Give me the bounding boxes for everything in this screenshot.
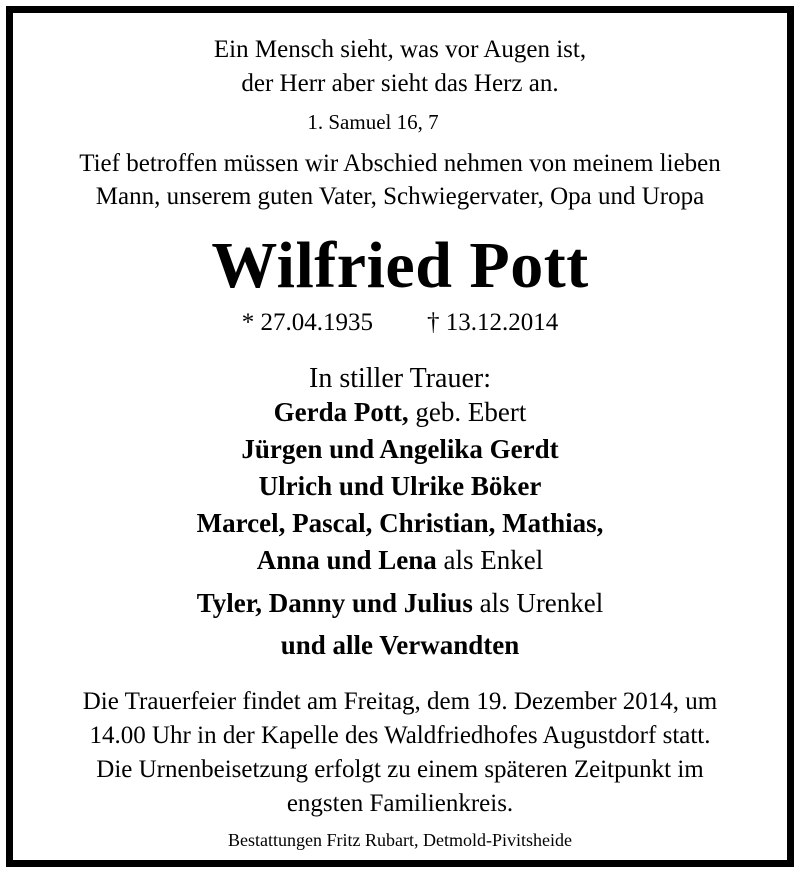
birth-date: * 27.04.1935 [241, 309, 373, 336]
mourner-grandchildren [0, 545, 800, 576]
mourner-line-3: Ulrich und Ulrike Böker [258, 471, 542, 501]
mourner-wife [0, 397, 800, 428]
service-line-3: Die Urnenbeisetzung erfolgt zu einem späteren Zeitpunkt im [96, 756, 704, 783]
intro-line-2: Mann, unserem guten Vater, Schwiegervater, Opa und Uropa [95, 183, 705, 210]
service-line-1: Die Trauerfeier findet am Freitag, dem 19. Dezember 2014, um [82, 688, 718, 715]
mourner-relatives: und alle Verwandten [280, 630, 520, 660]
mourner-line-4: Marcel, Pascal, Christian, Mathias, [196, 508, 604, 538]
service-line-4: engsten Familienkreis. [286, 790, 514, 817]
intro-line-1: Tief betroffen müssen wir Abschied nehmen von meinem lieben [79, 150, 721, 177]
grandchildren-label: als Enkel [436, 545, 544, 575]
mourner-great-grandchildren [0, 588, 800, 619]
great-grandchildren-label: als Urenkel [472, 588, 604, 618]
great-grandchildren-names: Tyler, Danny und Julius [196, 588, 473, 618]
mourner-wife-name: Gerda Pott, [273, 397, 409, 427]
mourner-line-2: Jürgen und Angelika Gerdt [241, 434, 559, 464]
mourner-wife-maiden-name: geb. Ebert [408, 397, 527, 427]
life-dates [0, 309, 800, 337]
deceased-name: Wilfried Pott [211, 229, 589, 302]
service-line-2: 14.00 Uhr in der Kapelle des Waldfriedhofes Augustdorf statt. [89, 722, 711, 749]
death-date: † 13.12.2014 [427, 309, 559, 336]
bible-verse-line-1: Ein Mensch sieht, was vor Augen ist, [213, 36, 587, 63]
mourning-heading: In stiller Trauer: [309, 363, 491, 394]
bible-verse-line-2: der Herr aber sieht das Herz an. [241, 70, 559, 97]
undertaker-credit: Bestattungen Fritz Rubart, Detmold-Pivitsheide [228, 830, 572, 850]
grandchildren-names: Anna und Lena [256, 545, 437, 575]
bible-verse-reference: 1. Samuel 16, 7 [307, 110, 439, 134]
